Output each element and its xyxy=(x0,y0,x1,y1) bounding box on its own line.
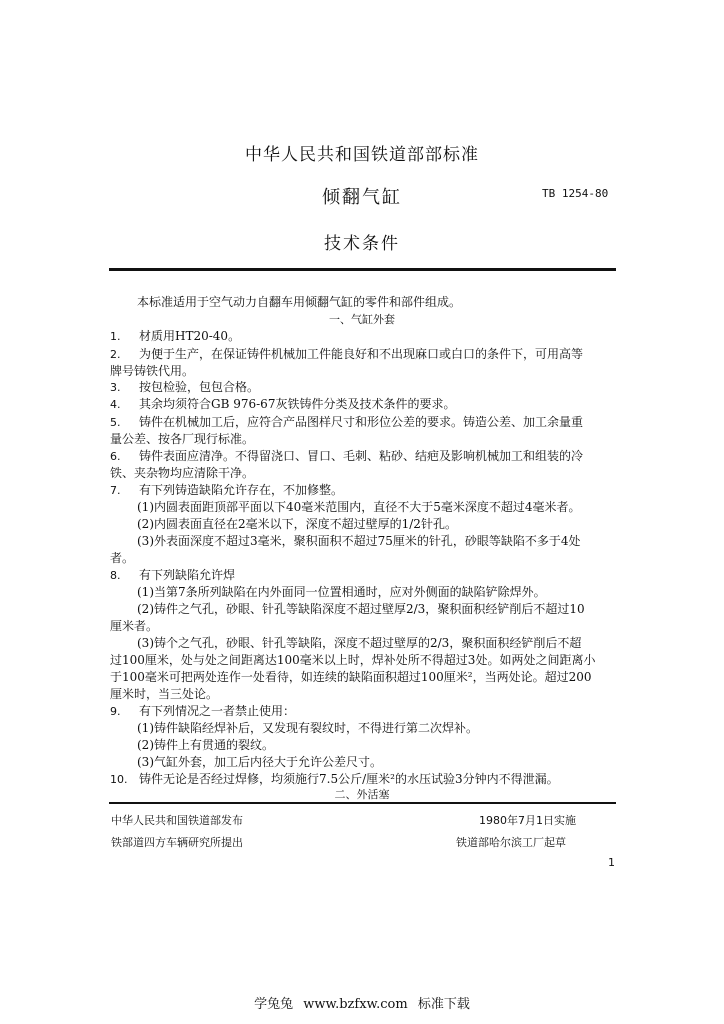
item-number: 9. xyxy=(110,705,121,718)
sub-item: (2)内圆表面直径在2毫米以下，深度不超过壁厚的1/2针孔。 xyxy=(137,517,457,531)
watermark-url[interactable]: www.bzfxw.com xyxy=(303,997,408,1012)
item-text: 有下列铸造缺陷允许存在，不加修整。 xyxy=(139,483,344,497)
sub-item: (1)铸件缺陷经焊补后，又发现有裂纹时，不得进行第二次焊补。 xyxy=(137,721,479,735)
item-text: 材质用HT20-40。 xyxy=(139,329,241,343)
item-number: 3. xyxy=(110,381,121,394)
document-subtitle: 技术条件 xyxy=(324,234,400,254)
item-continuation: 厘米者。 xyxy=(110,619,159,633)
sub-item: (3)铸个之气孔，砂眼、针孔等缺陷，深度不超过壁厚的2/3，聚积面积经铲削后不超 xyxy=(137,636,582,650)
intro-paragraph: 本标准适用于空气动力自翻车用倾翻气缸的零件和部件组成。 xyxy=(137,295,462,309)
item-text: 有下列缺陷允许焊 xyxy=(139,568,236,582)
header-divider xyxy=(109,268,616,271)
item-number: 10. xyxy=(110,773,128,786)
proposer: 铁部道四方车辆研究所提出 xyxy=(111,836,243,849)
page-number: 1 xyxy=(608,856,615,869)
item-number: 4. xyxy=(110,398,121,411)
item-continuation: 量公差、按各厂现行标准。 xyxy=(110,432,255,446)
item-continuation: 过100厘米，处与处之间距离达100毫米以上时，焊补处所不得超过3处。如两处之间距离小 xyxy=(110,653,596,667)
section-heading-2: 二、外活塞 xyxy=(334,788,390,801)
item-number: 5. xyxy=(110,416,121,429)
sub-item: (1)内圆表面距顶部平面以下40毫米范围内，直径不大于5毫米深度不超过4毫米者。 xyxy=(137,500,581,514)
document-title: 倾翻气缸 xyxy=(322,187,402,208)
item-continuation: 厘米时，当三处论。 xyxy=(110,687,219,701)
list-item xyxy=(110,395,616,414)
item-text: 按包检验，包包合格。 xyxy=(139,380,260,394)
item-text: 有下列情况之一者禁止使用： xyxy=(139,704,296,718)
sub-item: (2)铸件之气孔，砂眼、针孔等缺陷深度不超过壁厚2/3，聚积面积经铲削后不超过10 xyxy=(137,602,585,616)
watermark-brand: 学兔兔 xyxy=(254,997,294,1012)
item-continuation: 铁、夹杂物均应清除干净。 xyxy=(110,466,255,480)
item-text: 铸件在机械加工后，应符合产品图样尺寸和形位公差的要求。铸造公差、加工余量重 xyxy=(139,415,584,429)
sub-item: (3)外表面深度不超过3毫米，聚积面积不超过75厘米的针孔，砂眼等缺陷不多于4处 xyxy=(137,534,581,548)
sub-item: (3)气缸外套，加工后内径大于允许公差尺寸。 xyxy=(137,755,382,769)
sub-item: (1)当第7条所列缺陷在内外面同一位置相通时，应对外侧面的缺陷铲除焊外。 xyxy=(137,585,546,599)
watermark-tagline: 标准下载 xyxy=(417,997,470,1012)
item-text: 其余均须符合GB 976-67灰铁铸件分类及技术条件的要求。 xyxy=(139,397,456,411)
sub-item: (2)铸件上有贯通的裂纹。 xyxy=(137,738,274,752)
item-continuation: 牌号铸铁代用。 xyxy=(110,364,195,378)
item-number: 8. xyxy=(110,569,121,582)
item-number: 6. xyxy=(110,450,121,463)
item-continuation: 于100毫米可把两处连作一处看待，如连续的缺陷面积超过100厘米²，当两处论。超过200 xyxy=(110,670,592,684)
download-watermark xyxy=(0,993,724,1012)
list-item xyxy=(110,327,616,346)
footer-divider xyxy=(109,802,616,804)
item-number: 7. xyxy=(110,484,121,497)
item-number: 2. xyxy=(110,348,121,361)
item-text: 铸件表面应清净。不得留浇口、冒口、毛刺、粘砂、结疤及影响机械加工和组装的冷 xyxy=(139,449,584,463)
item-continuation: 者。 xyxy=(110,551,135,565)
standard-code: TB 1254-80 xyxy=(542,187,609,200)
standard-organization: 中华人民共和国铁道部部标准 xyxy=(245,145,479,165)
section-heading-1: 一、气缸外套 xyxy=(329,313,395,326)
item-text: 为便于生产，在保证铸件机械加工件能良好和不出现麻口或白口的条件下，可用高等 xyxy=(139,347,584,361)
publisher: 中华人民共和国铁道部发布 xyxy=(111,814,243,827)
effective-date: 1980年7月1日实施 xyxy=(479,814,576,827)
item-number: 1. xyxy=(110,330,121,343)
drafter: 铁道部哈尔滨工厂起草 xyxy=(456,836,566,849)
item-text: 铸件无论是否经过焊修，均须施行7.5公斤/厘米²的水压试验3分钟内不得泄漏。 xyxy=(139,772,559,786)
